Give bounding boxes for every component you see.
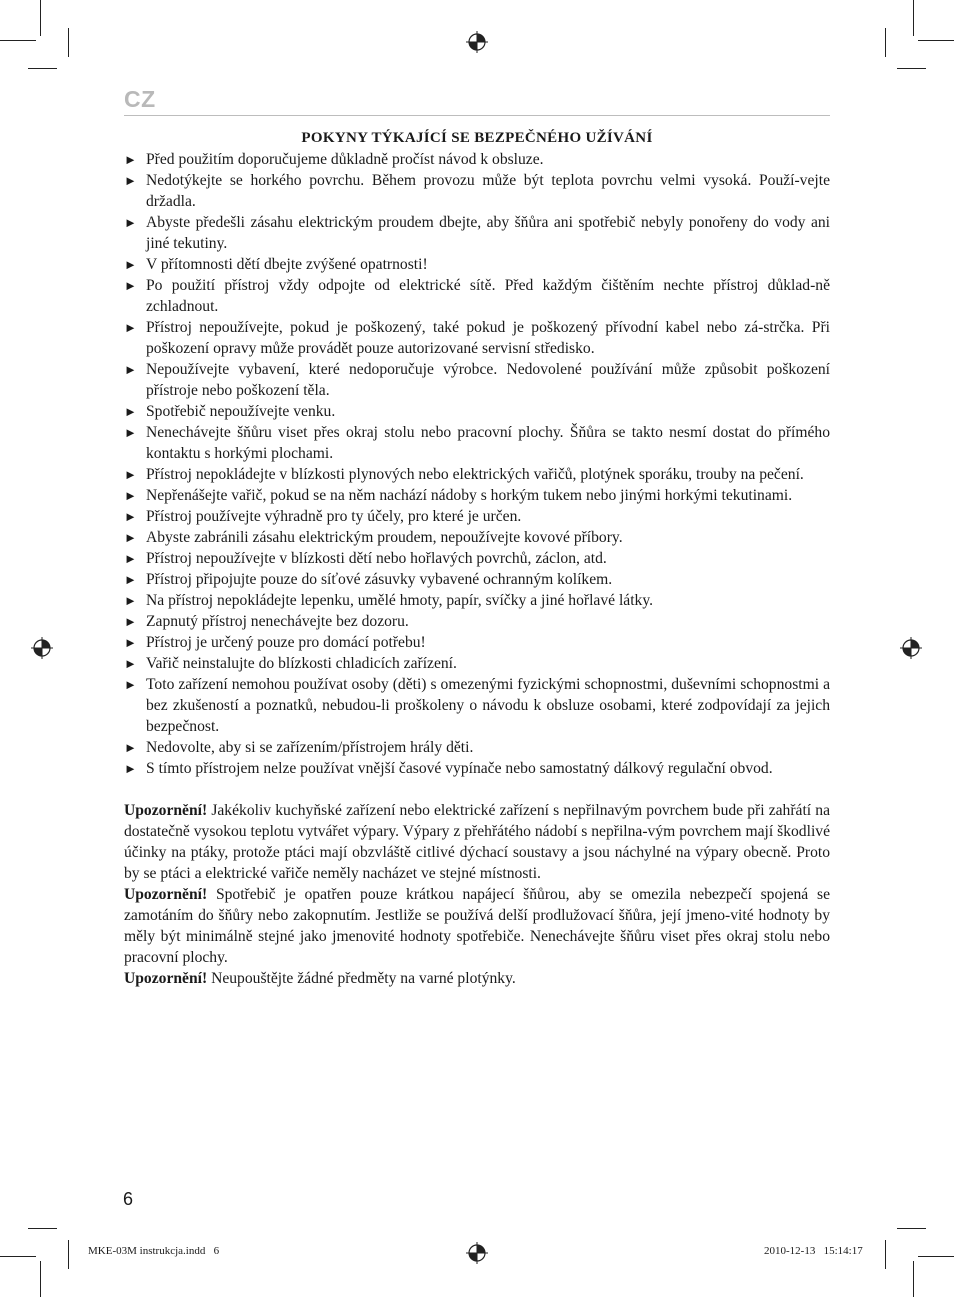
section-title: POKYNY TÝKAJÍCÍ SE BEZPEČNÉHO UŽÍVÁNÍ [301,130,653,146]
crop-mark [918,40,954,41]
file-slug: MKE-03M instrukcja.indd 6 [88,1245,220,1257]
list-item-text: Přístroj je určený pouze pro domácí potřebu! [146,634,426,651]
list-item-text: V přítomnosti dětí dbejte zvýšené opatrnosti! [146,256,428,273]
bullet-arrow-icon: ► [124,656,137,671]
bullet-arrow-icon: ► [124,551,137,566]
bullet-arrow-icon: ► [124,488,137,503]
crop-mark [0,40,36,41]
registration-mark-icon [466,1242,488,1264]
warning-paragraph [124,968,830,989]
warnings-block [124,800,830,989]
list-item-text: Přístroj připojujte pouze do síťové zásuvky vybavené ochranným kolíkem. [146,571,613,588]
bullet-arrow-icon: ► [124,677,137,692]
bullet-arrow-icon: ► [124,278,137,293]
page-number: 6 [123,1189,134,1209]
registration-mark-icon [900,637,922,659]
crop-mark [885,28,886,57]
bullet-arrow-icon: ► [124,320,137,335]
registration-mark-icon [31,637,53,659]
bullet-arrow-icon: ► [124,152,137,167]
warning-paragraph [124,884,830,968]
list-item-text: Spotřebič nepoužívejte venku. [146,403,336,420]
bullet-arrow-icon: ► [124,215,137,230]
list-item [124,632,830,653]
warning-label: Upozornění! [124,970,208,987]
list-item [124,254,830,275]
list-item [124,506,830,527]
list-item [124,464,830,485]
list-item-text: S tímto přístrojem nelze používat vnější časové vypínače nebo samostatný dálkový regulační obvod. [146,760,773,777]
bullet-arrow-icon: ► [124,614,137,629]
warning-text: Spotřebič je opatřen pouze krátkou napájecí šňůrou, aby se omezila nebezpečí spojená se zamotáním do šňůry nebo zakopnutím. Jestliže se používá delší prodlužovací šňůra, její jmeno-vité hodnoty by měly být minimálně stejné jako jmenovité hodnoty spotřebiče. Nenechávejte šňůru viset přes okraj stolu nebo pracovní plochy. [124,886,830,966]
list-item [124,590,830,611]
list-item-text: Toto zařízení nemohou používat osoby (děti) s omezenými fyzickými schopnostmi, duševními schopnostmi a bez zkušeností a poznatků, nebudou-li proškoleny o návodu k obsluze osobami, které zodpovídají za jejich bezpečnost. [146,676,830,735]
list-item-text: Nedovolte, aby si se zařízením/přístrojem hrály děti. [146,739,474,756]
list-item-text: Abyste předešli zásahu elektrickým proudem dbejte, aby šňůra ani spotřebič nebyly ponořeny do vody ani jiné tekutiny. [146,214,830,252]
list-item [124,275,830,317]
document-body [124,128,830,989]
crop-mark [897,68,926,69]
list-item-text: Abyste zabránili zásahu elektrickým proudem, nepoužívejte kovové příbory. [146,529,623,546]
bullet-arrow-icon: ► [124,593,137,608]
bullet-arrow-icon: ► [124,173,137,188]
bullet-arrow-icon: ► [124,257,137,272]
list-item-text: Vařič neinstalujte do blízkosti chladicích zařízení. [146,655,457,672]
list-item [124,317,830,359]
list-item-text: Přístroj nepokládejte v blízkosti plynových nebo elektrických vařičů, plotýnek sporáku, trouby na pečení. [146,466,804,483]
crop-mark [68,28,69,57]
crop-mark [885,1240,886,1269]
bullet-arrow-icon: ► [124,467,137,482]
list-item [124,170,830,212]
print-timestamp: 2010-12-13 15:14:17 [764,1245,863,1257]
header-rule [124,115,830,116]
list-item-text: Před použitím doporučujeme důkladně pročíst návod k obsluze. [146,151,544,168]
list-item-text: Po použití přístroj vždy odpojte od elektrické sítě. Před každým čištěním nechte přístroj důklad-ně zchladnout. [146,277,830,315]
bullet-arrow-icon: ► [124,509,137,524]
language-tag: CZ [124,86,156,112]
bullet-arrow-icon: ► [124,404,137,419]
list-item-text: Na přístroj nepokládejte lepenku, umělé hmoty, papír, svíčky a jiné hořlavé látky. [146,592,654,609]
list-item [124,653,830,674]
crop-mark [913,0,914,36]
list-item [124,212,830,254]
crop-mark [897,1228,926,1229]
bullet-arrow-icon: ► [124,425,137,440]
crop-mark [918,1256,954,1257]
list-item [124,401,830,422]
list-item-text: Nepřenášejte vařič, pokud se na něm nachází nádoby s horkým tukem nebo jinými horkými tekutinami. [146,487,793,504]
bullet-arrow-icon: ► [124,761,137,776]
crop-mark [40,1261,41,1297]
bullet-arrow-icon: ► [124,530,137,545]
crop-mark [913,1261,914,1297]
list-item [124,737,830,758]
bullet-arrow-icon: ► [124,635,137,650]
bullet-arrow-icon: ► [124,572,137,587]
list-item-text: Nedotýkejte se horkého povrchu. Během provozu může být teplota povrchu velmi vysoká. Použí-vejte držadla. [146,172,830,210]
crop-mark [28,68,57,69]
list-item [124,485,830,506]
list-item-text: Přístroj používejte výhradně pro ty účely, pro které je určen. [146,508,522,525]
list-item-text: Nepoužívejte vybavení, které nedoporučuje výrobce. Nedovolené používání může způsobit poškození přístroje nebo poškození těla. [146,361,830,399]
warning-paragraph [124,800,830,884]
list-item [124,149,830,170]
crop-mark [28,1228,57,1229]
crop-mark [40,0,41,36]
list-item [124,569,830,590]
warning-label: Upozornění! [124,886,208,903]
registration-mark-icon [466,31,488,53]
warning-text: Jakékoliv kuchyňské zařízení nebo elektrické zařízení s nepřilnavým povrchem bude při zahřátí na dostatečně vysokou teplotu vytvářet výpary. Výpary z přehřátého nádobí s nepřilna-vým povrchem mají škodlivé účinky na ptáky, protože ptáci mají obzvláště citlivé dýchací soustavy a jsou náchylné na výpary obecně. Proto by se ptáci a elektrické vařiče neměly nacházet ve stejné místnosti. [124,802,830,882]
list-item [124,422,830,464]
list-item-text: Nenechávejte šňůru viset přes okraj stolu nebo pracovní plochy. Šňůra se takto nesmí dostat do přímého kontaktu s horkými plochami. [146,424,830,462]
list-item-text: Přístroj nepoužívejte v blízkosti dětí nebo hořlavých povrchů, záclon, atd. [146,550,607,567]
crop-mark [0,1256,36,1257]
list-item-text: Přístroj nepoužívejte, pokud je poškozený, také pokud je poškozený přívodní kabel nebo zá-strčka. Při poškození opravy může provádět pouze autorizované servisní středisko. [146,319,830,357]
safety-list [124,149,830,779]
warning-label: Upozornění! [124,802,208,819]
list-item [124,611,830,632]
list-item [124,359,830,401]
list-item-text: Zapnutý přístroj nenechávejte bez dozoru. [146,613,409,630]
list-item [124,527,830,548]
bullet-arrow-icon: ► [124,740,137,755]
list-item [124,674,830,737]
list-item [124,758,830,779]
warning-text: Neupouštějte žádné předměty na varné plotýnky. [207,970,516,987]
crop-mark [68,1240,69,1269]
bullet-arrow-icon: ► [124,362,137,377]
list-item [124,548,830,569]
